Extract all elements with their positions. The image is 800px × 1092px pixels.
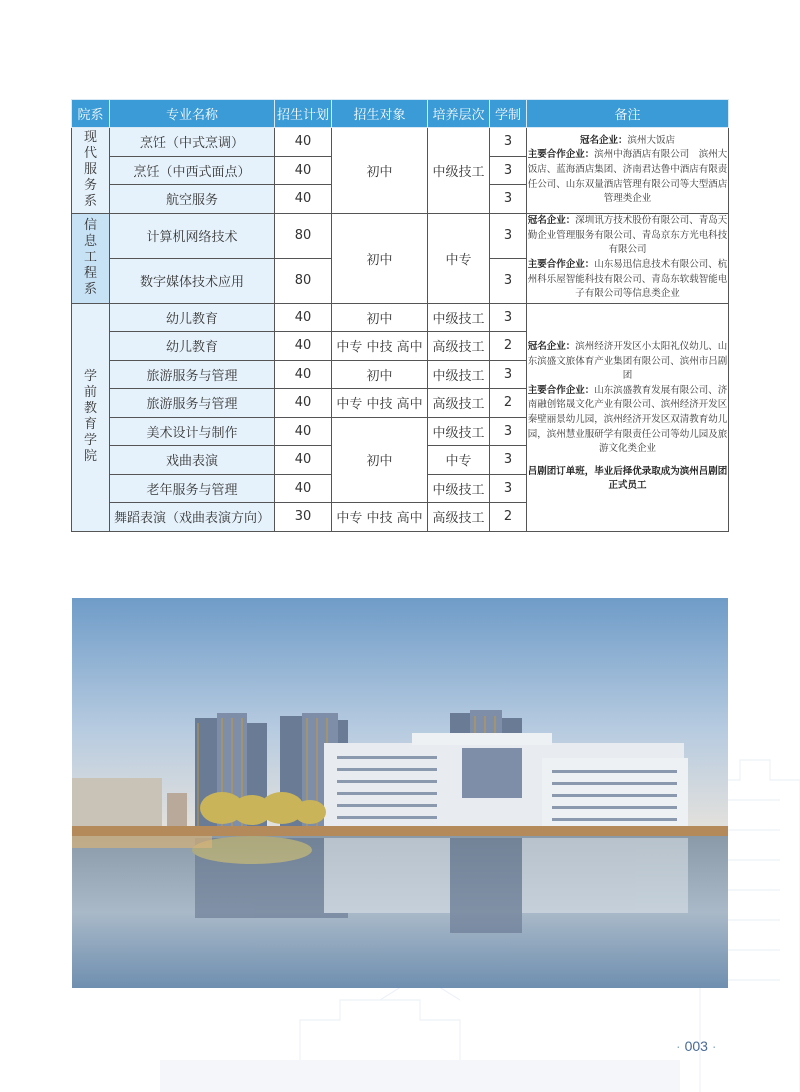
major-cell: 航空服务 xyxy=(110,185,275,214)
years-cell: 2 xyxy=(490,389,527,418)
target-cell: 中专 中技 高中 xyxy=(332,332,428,361)
years-cell: 2 xyxy=(490,503,527,532)
level-cell: 高级技工 xyxy=(428,332,490,361)
plan-cell: 40 xyxy=(275,185,332,214)
major-cell: 老年服务与管理 xyxy=(110,474,275,503)
header-remarks: 备注 xyxy=(527,100,729,128)
dept-cell: 现代服务系 xyxy=(72,128,110,214)
target-cell: 初中 xyxy=(332,128,428,214)
major-cell: 旅游服务与管理 xyxy=(110,389,275,418)
target-cell: 初中 xyxy=(332,417,428,503)
major-cell: 数字媒体技术应用 xyxy=(110,258,275,303)
table-row xyxy=(72,213,729,258)
level-cell: 中级技工 xyxy=(428,128,490,214)
remarks-cell: 冠名企业：滨州大饭店 主要合作企业：滨州中海酒店有限公司 滨州大饭店、蓝海酒店集团、济南君达鲁中酒店有限责任公司、山东双量酒店管理有限公司等大型酒店管理类企业 xyxy=(527,128,729,214)
header-target: 招生对象 xyxy=(332,100,428,128)
years-cell: 3 xyxy=(490,258,527,303)
major-cell: 戏曲表演 xyxy=(110,446,275,475)
table-row xyxy=(72,128,729,157)
plan-cell: 40 xyxy=(275,417,332,446)
dept-cell: 学前教育学院 xyxy=(72,303,110,531)
remarks-cell: 冠名企业：深圳讯方技术股份有限公司、青岛天勤企业管理服务有限公司、青岛京东方光电科技有限公司 主要合作企业：山东易迅信息技术有限公司、杭州科乐屋智能科技有限公司、青岛东软载智能电子有限公司等信息类企业 xyxy=(527,213,729,303)
level-cell: 中级技工 xyxy=(428,303,490,332)
years-cell: 3 xyxy=(490,417,527,446)
header-plan: 招生计划 xyxy=(275,100,332,128)
plan-cell: 40 xyxy=(275,446,332,475)
enrollment-table xyxy=(71,99,729,532)
header-major: 专业名称 xyxy=(110,100,275,128)
target-cell: 初中 xyxy=(332,360,428,389)
years-cell: 3 xyxy=(490,360,527,389)
plan-cell: 80 xyxy=(275,258,332,303)
level-cell: 中级技工 xyxy=(428,417,490,446)
level-cell: 高级技工 xyxy=(428,389,490,418)
major-cell: 美术设计与制作 xyxy=(110,417,275,446)
years-cell: 3 xyxy=(490,303,527,332)
level-cell: 中专 xyxy=(428,213,490,303)
plan-cell: 40 xyxy=(275,128,332,157)
plan-cell: 40 xyxy=(275,389,332,418)
years-cell: 2 xyxy=(490,332,527,361)
years-cell: 3 xyxy=(490,185,527,214)
remarks-cell: 冠名企业：滨州经济开发区小太阳礼仪幼儿、山东滨盛文旅体育产业集团有限公司、滨州市吕剧团 主要合作企业：山东滨盛教育发展有限公司、济南融创铭晟文化产业有限公司、滨州经济开发区秦壁丽景幼儿园，滨州经济开发区双清教育幼儿园，滨州慧业服研学有限责任公司等幼儿园及旅游文化类企业 吕剧团订单班，毕业后择优录取成为滨州吕剧团正式员工 xyxy=(527,303,729,531)
plan-cell: 40 xyxy=(275,474,332,503)
years-cell: 3 xyxy=(490,128,527,157)
major-cell: 幼儿教育 xyxy=(110,332,275,361)
major-cell: 幼儿教育 xyxy=(110,303,275,332)
level-cell: 高级技工 xyxy=(428,503,490,532)
plan-cell: 40 xyxy=(275,303,332,332)
plan-cell: 40 xyxy=(275,360,332,389)
target-cell: 初中 xyxy=(332,303,428,332)
target-cell: 中专 中技 高中 xyxy=(332,503,428,532)
plan-cell: 30 xyxy=(275,503,332,532)
plan-cell: 40 xyxy=(275,156,332,185)
years-cell: 3 xyxy=(490,156,527,185)
table-row xyxy=(72,303,729,332)
plan-cell: 40 xyxy=(275,332,332,361)
major-cell: 舞蹈表演（戏曲表演方向） xyxy=(110,503,275,532)
header-years: 学制 xyxy=(490,100,527,128)
level-cell: 中级技工 xyxy=(428,360,490,389)
major-cell: 计算机网络技术 xyxy=(110,213,275,258)
table-header-row xyxy=(72,100,729,128)
years-cell: 3 xyxy=(490,446,527,475)
years-cell: 3 xyxy=(490,474,527,503)
target-cell: 初中 xyxy=(332,213,428,303)
target-cell: 中专 中技 高中 xyxy=(332,389,428,418)
page-number: · 003 · xyxy=(676,1038,717,1054)
level-cell: 中级技工 xyxy=(428,474,490,503)
major-cell: 旅游服务与管理 xyxy=(110,360,275,389)
plan-cell: 80 xyxy=(275,213,332,258)
major-cell: 烹饪（中西式面点） xyxy=(110,156,275,185)
level-cell: 中专 xyxy=(428,446,490,475)
header-level: 培养层次 xyxy=(428,100,490,128)
years-cell: 3 xyxy=(490,213,527,258)
major-cell: 烹饪（中式烹调） xyxy=(110,128,275,157)
header-dept: 院系 xyxy=(72,100,110,128)
campus-photo xyxy=(72,598,728,988)
dept-cell: 信息工程系 xyxy=(72,213,110,303)
